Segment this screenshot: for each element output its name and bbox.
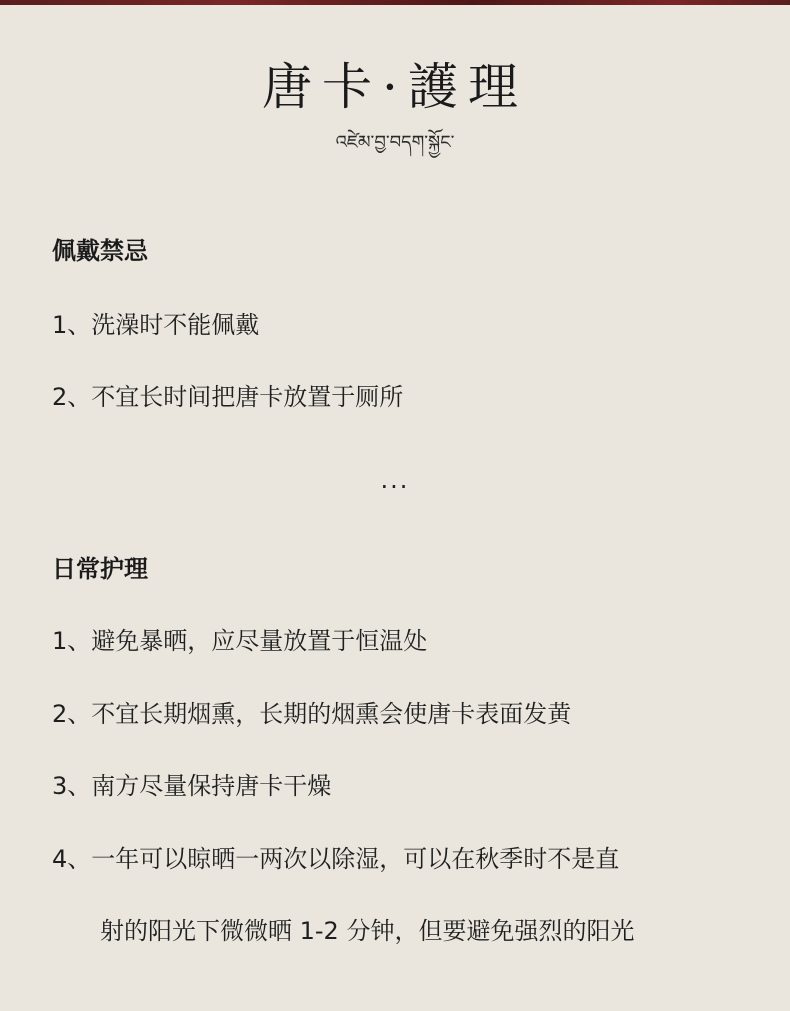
- list-item-continuation: 射的阳光下微微晒 1-2 分钟，但要避免强烈的阳光: [100, 917, 635, 945]
- page-title: 唐卡·護理: [262, 58, 528, 116]
- list-item: 1、避免暴晒，应尽量放置于恒温处: [52, 627, 428, 655]
- list-item: 3、南方尽量保持唐卡干燥: [52, 772, 332, 800]
- list-item: 1、洗澡时不能佩戴: [52, 311, 260, 339]
- tibetan-subtitle: འཛེམ་བྱ་བདག་སྐྱོང་: [335, 132, 455, 153]
- ellipsis-separator: ···: [380, 473, 410, 501]
- list-item: 4、一年可以晾晒一两次以除湿，可以在秋季时不是直: [52, 845, 620, 873]
- top-decorative-band: [0, 0, 790, 5]
- list-item: 2、不宜长时间把唐卡放置于厕所: [52, 383, 404, 411]
- section-heading-daily-care: 日常护理: [52, 555, 148, 583]
- section-heading-wearing-taboos: 佩戴禁忌: [52, 237, 148, 265]
- list-item: 2、不宜长期烟熏，长期的烟熏会使唐卡表面发黄: [52, 700, 572, 728]
